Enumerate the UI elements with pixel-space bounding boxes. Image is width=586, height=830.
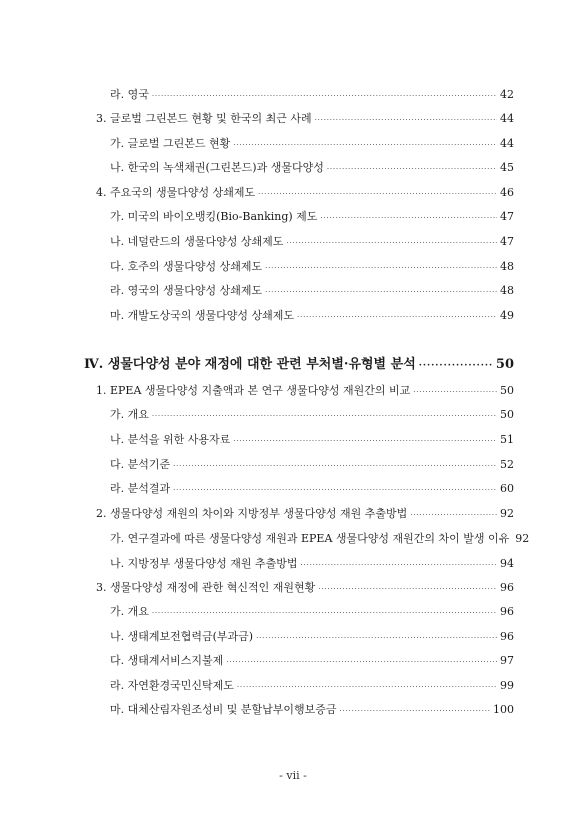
toc-entry <box>0 382 586 398</box>
toc-entry-page-number: 60 <box>500 482 514 495</box>
dot-leader <box>413 388 497 396</box>
toc-entry <box>0 701 586 717</box>
toc-entry-title: 4. 주요국의 생물다양성 상쇄제도 <box>96 186 256 199</box>
toc-entry <box>0 652 586 668</box>
dot-leader <box>301 561 498 569</box>
toc-entry-title: 다. 분석기준 <box>110 458 171 471</box>
dot-leader <box>152 609 497 617</box>
toc-entry-title: 나. 한국의 녹색채권(그린본드)과 생물다양성 <box>110 161 324 174</box>
toc-entry-page-number: 51 <box>500 433 514 446</box>
toc-entry-page-number: 50 <box>500 408 514 421</box>
dot-leader <box>256 634 497 642</box>
toc-entry <box>0 530 586 546</box>
toc-entry-page-number: 47 <box>500 235 514 248</box>
toc-entry-page-number: 49 <box>500 309 514 322</box>
dot-leader <box>286 239 497 247</box>
toc-entry-page-number: 42 <box>500 88 514 101</box>
toc-entry-title: 가. 글로벌 그린본드 현황 <box>110 137 231 150</box>
toc-entry <box>0 184 586 200</box>
dot-leader <box>152 92 497 100</box>
toc-entry <box>0 159 586 175</box>
page-number-footer: - vii - <box>279 769 307 782</box>
toc-entry <box>0 555 586 571</box>
toc-entry-title: 1. EPEA 생물다양성 지출액과 본 연구 생물다양성 재원간의 비교 <box>96 384 411 397</box>
toc-entry-page-number: 52 <box>500 458 514 471</box>
toc-entry-page-number: 48 <box>500 284 514 297</box>
dot-leader <box>419 361 493 371</box>
toc-entry-page-number: 44 <box>500 137 514 150</box>
dot-leader <box>340 707 490 715</box>
dot-leader <box>233 141 497 149</box>
toc-entry-page-number: 48 <box>500 260 514 273</box>
toc-entry-title: 다. 호주의 생물다양성 상쇄제도 <box>110 260 263 273</box>
dot-leader <box>258 190 497 198</box>
toc-entry-page-number: 44 <box>500 112 514 125</box>
toc-entry-title: 라. 영국의 생물다양성 상쇄제도 <box>110 284 263 297</box>
toc-entry <box>0 406 586 422</box>
dot-leader <box>297 313 497 321</box>
dot-leader <box>265 288 497 296</box>
toc-entry-page-number: 92 <box>500 507 514 520</box>
toc-entry-page-number: 45 <box>500 161 514 174</box>
toc-entry-title: 마. 개발도상국의 생물다양성 상쇄제도 <box>110 309 295 322</box>
toc-entry-title: 가. 연구결과에 따른 생물다양성 재원과 EPEA 생물다양성 재원간의 차이 발생 이유 <box>110 532 510 545</box>
toc-entry-page-number: 100 <box>493 703 514 716</box>
toc-entry <box>0 628 586 644</box>
toc-entry-page-number: 92 <box>515 532 530 545</box>
toc-entry-page-number: 96 <box>500 605 514 618</box>
dot-leader <box>327 165 497 173</box>
toc-entry-page-number: 94 <box>500 557 514 570</box>
toc-entry <box>0 579 586 595</box>
toc-entry-title: 나. 네덜란드의 생물다양성 상쇄제도 <box>110 235 284 248</box>
toc-entry-page-number: 96 <box>500 630 514 643</box>
toc-entry <box>0 456 586 472</box>
toc-entry-title: 나. 생태계보전협력금(부과금) <box>110 630 254 643</box>
toc-entry-title: 라. 분석결과 <box>110 482 171 495</box>
toc-entry-title: 3. 생물다양성 재정에 관한 혁신적인 재원현황 <box>96 581 316 594</box>
dot-leader <box>233 437 497 445</box>
dot-leader <box>410 511 497 519</box>
toc-entry <box>0 603 586 619</box>
toc-entry <box>0 86 586 102</box>
toc-entry <box>0 480 586 496</box>
toc-entry-title: 다. 생태계서비스지불제 <box>110 654 224 667</box>
toc-entry-title: 가. 개요 <box>110 408 149 421</box>
dot-leader <box>318 585 497 593</box>
toc-entry-title: 2. 생물다양성 재원의 차이와 지방정부 생물다양성 재원 추출방법 <box>96 507 408 520</box>
dot-leader <box>315 116 497 124</box>
toc-entry-title: 3. 글로벌 그린본드 현황 및 한국의 최근 사례 <box>96 112 312 125</box>
toc-entry-title: 나. 지방정부 생물다양성 재원 추출방법 <box>110 557 298 570</box>
toc-chapter-entry <box>0 353 586 373</box>
toc-entry-title: 라. 영국 <box>110 88 149 101</box>
dot-leader <box>320 214 497 222</box>
toc-entry-title: 가. 미국의 바이오뱅킹(Bio-Banking) 제도 <box>110 210 318 223</box>
toc-entry-page-number: 50 <box>500 384 514 397</box>
toc-entry <box>0 110 586 126</box>
toc-entry-title: Ⅳ. 생물다양성 분야 재정에 대한 관련 부처별·유형별 분석 <box>84 357 416 372</box>
toc-entry-title: 가. 개요 <box>110 605 149 618</box>
toc-entry-page-number: 46 <box>500 186 514 199</box>
toc-entry <box>0 135 586 151</box>
toc-entry-title: 라. 자연환경국민신탁제도 <box>110 679 234 692</box>
toc-entry-page-number: 99 <box>500 679 514 692</box>
toc-entry <box>0 233 586 249</box>
toc-entry <box>0 677 586 693</box>
toc-entry-page-number: 50 <box>495 357 514 372</box>
toc-entry-page-number: 96 <box>500 581 514 594</box>
toc-entry-title: 마. 대체산림자원조성비 및 분할납부이행보증금 <box>110 703 337 716</box>
dot-leader <box>265 264 497 272</box>
toc-entry <box>0 208 586 224</box>
toc-entry <box>0 307 586 323</box>
dot-leader <box>152 412 497 420</box>
toc-entry <box>0 282 586 298</box>
toc-entry-page-number: 97 <box>500 654 514 667</box>
toc-entry-page-number: 47 <box>500 210 514 223</box>
dot-leader <box>173 486 497 494</box>
dot-leader <box>237 683 497 691</box>
dot-leader <box>226 658 497 666</box>
toc-entry-title: 나. 분석을 위한 사용자료 <box>110 433 231 446</box>
toc-entry <box>0 258 586 274</box>
toc-entry <box>0 505 586 521</box>
dot-leader <box>173 462 497 470</box>
toc-entry <box>0 431 586 447</box>
